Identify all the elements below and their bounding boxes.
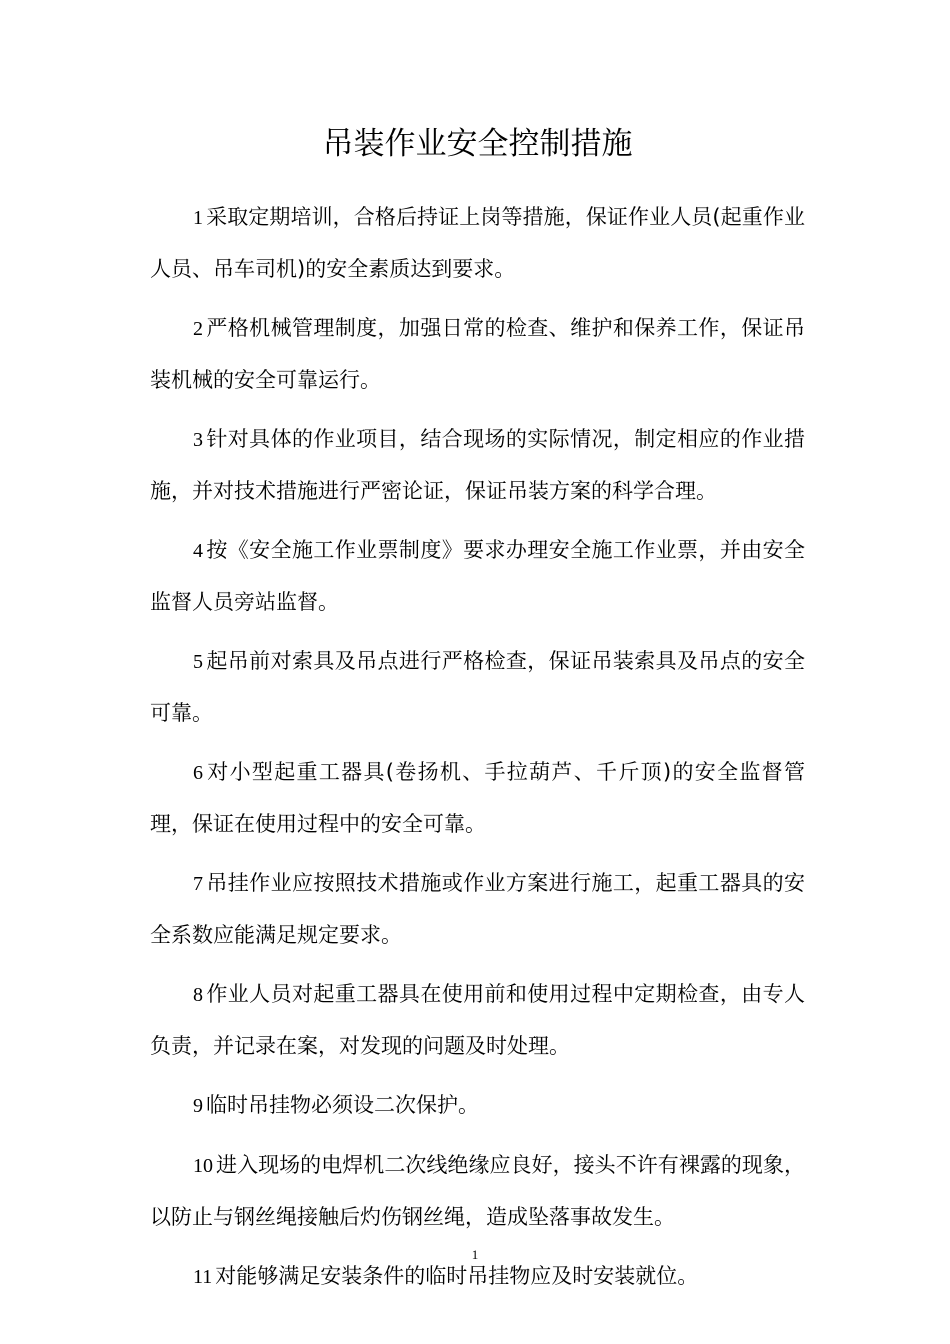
paragraph [150, 414, 805, 517]
paragraph [150, 858, 805, 961]
paragraph-number: 1 [193, 207, 203, 229]
paragraph-text: 针对具体的作业项目，结合现场的实际情况，制定相应的作业措施，并对技术措施进行严密论证，保证吊装方案的科学合理。 [150, 427, 805, 503]
paragraph [150, 969, 805, 1072]
paragraph-number: 5 [193, 651, 203, 673]
paragraph-number: 10 [193, 1155, 213, 1177]
paragraph [150, 636, 805, 739]
paragraph-number: 6 [193, 762, 203, 784]
paragraph [150, 747, 805, 850]
paragraph [150, 1080, 805, 1132]
paragraph [150, 303, 805, 406]
paragraph-number: 3 [193, 429, 203, 451]
page-number: 1 [471, 1247, 479, 1262]
paragraph-text: 吊挂作业应按照技术措施或作业方案进行施工，起重工器具的安全系数应能满足规定要求。 [150, 871, 805, 947]
paragraph-text: 对小型起重工器具(卷扬机、手拉葫芦、千斤顶)的安全监督管理，保证在使用过程中的安全可靠。 [150, 760, 805, 836]
paragraph-text: 起吊前对索具及吊点进行严格检查，保证吊装索具及吊点的安全可靠。 [150, 649, 805, 725]
paragraph [150, 525, 805, 628]
paragraph-text: 对能够满足安装条件的临时吊挂物应及时安装就位。 [215, 1264, 699, 1288]
paragraph [150, 192, 805, 295]
paragraph-text: 采取定期培训，合格后持证上岗等措施，保证作业人员(起重作业人员、吊车司机)的安全素质达到要求。 [150, 205, 805, 281]
paragraph-text: 临时吊挂物必须设二次保护。 [206, 1093, 479, 1117]
paragraph-text: 按《安全施工作业票制度》要求办理安全施工作业票，并由安全监督人员旁站监督。 [150, 538, 805, 614]
document-body [150, 192, 805, 1311]
paragraph-text: 作业人员对起重工器具在使用前和使用过程中定期检查，由专人负责，并记录在案，对发现的问题及时处理。 [150, 982, 805, 1058]
paragraph-text: 严格机械管理制度，加强日常的检查、维护和保养工作，保证吊装机械的安全可靠运行。 [150, 316, 805, 392]
paragraph-number: 9 [193, 1095, 203, 1117]
paragraph-number: 8 [193, 984, 203, 1006]
paragraph-number: 11 [193, 1266, 213, 1288]
document-title: 吊装作业安全控制措施 [322, 126, 633, 162]
paragraph-number: 4 [193, 540, 203, 562]
paragraph-text: 进入现场的电焊机二次线绝缘应良好，接头不许有裸露的现象，以防止与钢丝绳接触后灼伤钢丝绳，造成坠落事故发生。 [150, 1153, 805, 1229]
paragraph-number: 7 [193, 873, 203, 895]
paragraph-number: 2 [193, 318, 203, 340]
paragraph [150, 1140, 805, 1243]
